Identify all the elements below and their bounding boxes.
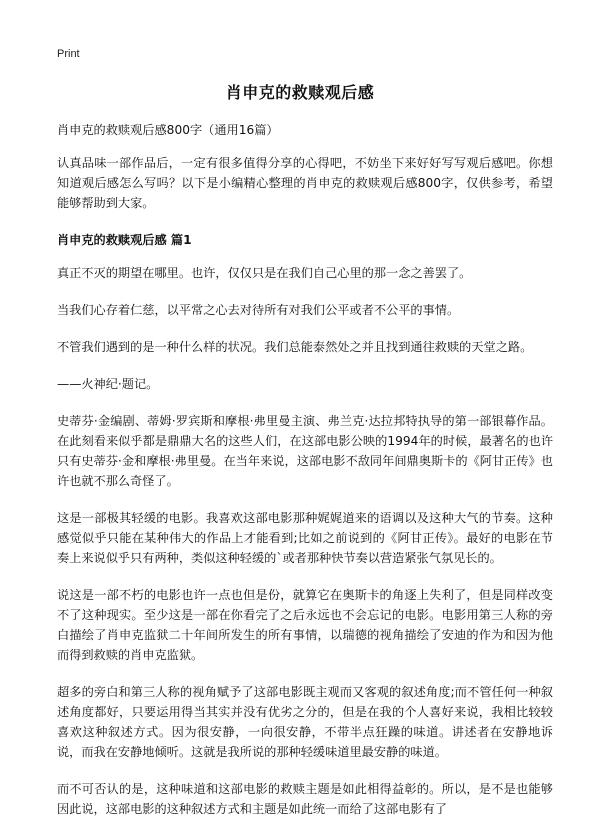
body-paragraph: 当我们心存着仁慈，以平常之心去对待所有对我们公平或者不公平的事情。 [57,303,460,317]
body-paragraph: 超多的旁白和第三人称的视角赋予了这部电影既主观而又客观的叙述角度;而不管任何一种叙述角度都好，只要运用得当其实并没有优劣之分的，但是在我的个人喜好来说，我相比较较喜欢这种叙述方式。因为很安静，一向很安静，不带半点狂躁的味道。讲述者在安静地诉说，而我在安静地倾听。这就是我所说的那种轻缓味道里最安静的味道。 [57,685,553,759]
body-paragraph: 这是一部极其轻缓的电影。我喜欢这部电影那种娓娓道来的语调以及这种大气的节奏。这种感觉似乎只能在某种伟大的作品上才能看到;比如之前说到的《阿甘正传》。最好的电影在节奏上来说似乎只有两种，类似这种轻缓的`或者那种快节奏以营造紧张气氛见长的。 [57,511,553,565]
body-paragraph: 说这是一部不朽的电影也许一点也但是份，就算它在奥斯卡的角逐上失利了，但是同样改变不了这种现实。至少这是一部在你看完了之后永远也不会忘记的电影。电影用第三人称的旁白描绘了肖申克监狱二十年间所发生的所有事情，以瑞德的视角描绘了安迪的作为和因为他而得到救赎的肖申克监狱。 [57,588,553,662]
body-paragraph: 不管我们遇到的是一种什么样的状况。我们总能泰然处之并且找到通往救赎的天堂之路。 [57,340,533,354]
document-subtitle: 肖申克的救赎观后感800字（通用16篇） [57,123,279,137]
section-heading: 肖申克的救赎观后感 篇1 [57,233,192,247]
body-paragraph: 而不可否认的是，这种味道和这部电影的救赎主题是如此相得益彰的。所以，是不是也能够因此说，这部电影的这种叙述方式和主题是如此统一而给了这部电影有了 [57,782,553,816]
body-paragraph: 真正不灭的期望在哪里。也许，仅仅只是在我们自己心里的那一念之善罢了。 [57,266,472,280]
document-body [57,120,553,836]
page-title: 肖申克的救赎观后感 [225,83,375,102]
body-paragraph: 史蒂芬·金编剧、蒂姆·罗宾斯和摩根·弗里曼主演、弗兰克·达拉邦特执导的第一部银幕作品。在此刻看来似乎都是鼎鼎大名的这些人们，在这部电影公映的1994年的时候，最著名的也许只有史蒂芬·金和摩根·弗里曼。在当年来说，这部电影不敌同年间鼎奥斯卡的《阿甘正传》也许也就不那么奇怪了。 [57,414,554,488]
epigraph-attribution: ——火神纪·题记。 [57,377,159,391]
print-label: Print [57,48,80,60]
intro-paragraph: 认真品味一部作品后，一定有很多值得分享的心得吧，不妨坐下来好好写写观后感吧。你想知道观后感怎么写吗？以下是小编精心整理的肖申克的救赎观后感800字，仅供参考，希望能够帮助到大家。 [57,156,553,210]
